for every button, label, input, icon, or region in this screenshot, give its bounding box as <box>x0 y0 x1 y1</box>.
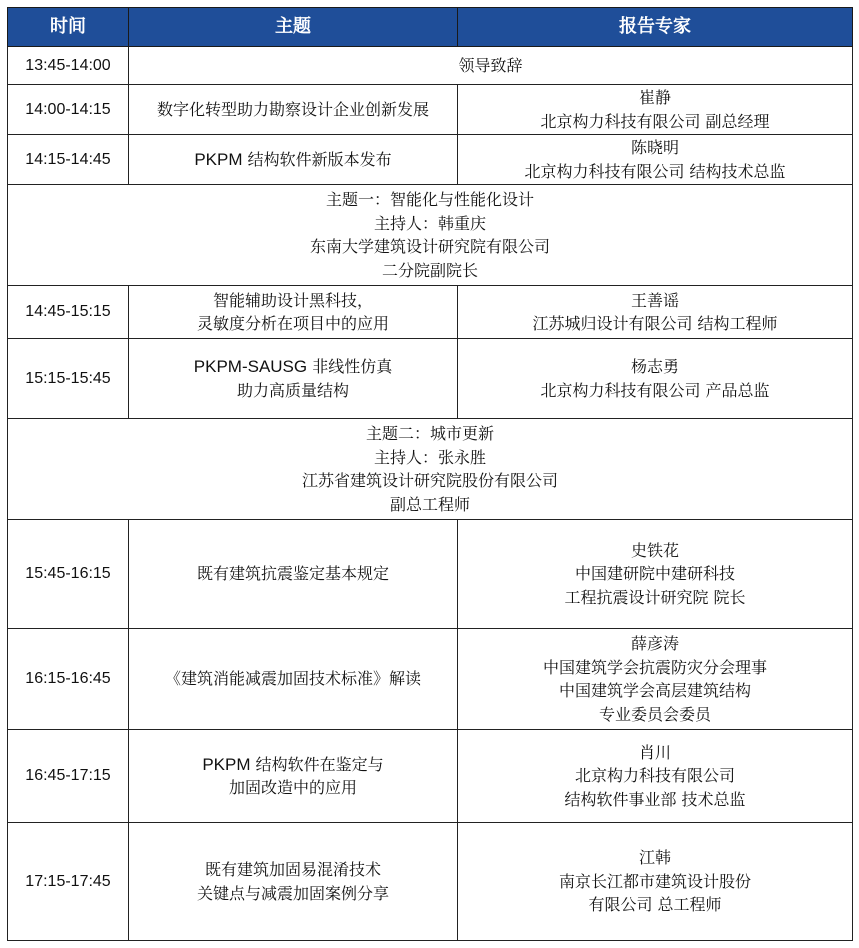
section-host-org: 东南大学建筑设计研究院有限公司 <box>309 237 550 256</box>
time-cell: 14:45-15:15 <box>8 286 129 339</box>
section-cell <box>8 419 853 520</box>
time-cell: 14:00-14:15 <box>8 85 129 135</box>
topic-cell <box>129 339 458 419</box>
time-cell: 15:45-16:15 <box>8 520 129 629</box>
section-host-org: 江苏省建筑设计研究院股份有限公司 <box>301 471 558 490</box>
speaker-name: 王善谣 <box>630 290 679 310</box>
topic-prefix: PKPM-SAUSG <box>193 357 308 376</box>
speaker-affiliation: 北京构力科技有限公司 结构技术总监 <box>524 161 786 181</box>
topic-line: 智能辅助设计黑科技， <box>212 290 373 310</box>
topic-line: 关键点与减震加固案例分享 <box>196 883 389 903</box>
merged-cell: 领导致辞 <box>129 47 853 85</box>
speaker-name: 杨志勇 <box>630 357 679 376</box>
table-row <box>8 339 853 419</box>
speaker-name: 薛彦涛 <box>630 634 679 653</box>
header-topic: 主题 <box>129 8 458 47</box>
speaker-affiliation: 南京长江都市建筑设计股份 <box>558 871 751 891</box>
speaker-affiliation: 工程抗震设计研究院 院长 <box>564 587 746 607</box>
table-row <box>8 629 853 730</box>
topic-cell <box>129 823 458 941</box>
speaker-name: 史铁花 <box>630 540 679 560</box>
header-row <box>8 8 853 47</box>
speaker-cell <box>458 629 853 730</box>
topic-line: 既有建筑抗震鉴定基本规定 <box>196 564 389 584</box>
speaker-affiliation: 江苏城归设计有限公司 结构工程师 <box>532 314 778 333</box>
speaker-cell <box>458 135 853 185</box>
topic-cell <box>129 286 458 339</box>
header-time: 时间 <box>8 8 129 47</box>
topic-line: 加固改造中的应用 <box>228 778 357 797</box>
speaker-affiliation: 有限公司 总工程师 <box>588 895 722 915</box>
section-row <box>8 419 853 520</box>
topic-cell <box>129 730 458 823</box>
topic-prefix: PKPM <box>202 754 251 774</box>
topic-cell <box>129 135 458 185</box>
speaker-affiliation: 中国建筑学会抗震防灾分会理事 <box>542 657 767 677</box>
topic-line: 助力高质量结构 <box>236 380 349 400</box>
table-row <box>8 823 853 941</box>
speaker-name: 陈晓明 <box>630 138 679 157</box>
section-title: 主题二：城市更新 <box>365 424 494 443</box>
speaker-affiliation: 北京构力科技有限公司 副总经理 <box>540 111 770 131</box>
speaker-affiliation: 结构软件事业部 技术总监 <box>564 789 746 809</box>
time-cell: 17:15-17:45 <box>8 823 129 941</box>
topic-line: 既有建筑加固易混淆技术 <box>204 860 381 879</box>
speaker-cell <box>458 520 853 629</box>
speaker-cell <box>458 286 853 339</box>
topic-cell <box>129 520 458 629</box>
topic-line: 数字化转型助力勘察设计企业创新发展 <box>156 99 429 119</box>
time-cell: 15:15-15:45 <box>8 339 129 419</box>
speaker-cell <box>458 339 853 419</box>
section-host-title: 二分院副院长 <box>381 260 478 280</box>
speaker-affiliation: 北京构力科技有限公司 产品总监 <box>540 380 770 400</box>
topic-line: 《建筑消能减震加固技术标准》解读 <box>164 669 421 689</box>
speaker-affiliation: 专业委员会委员 <box>598 704 711 724</box>
time-cell: 13:45-14:00 <box>8 47 129 85</box>
speaker-cell <box>458 823 853 941</box>
section-row <box>8 185 853 286</box>
topic-prefix: PKPM <box>194 149 243 169</box>
header-speaker: 报告专家 <box>458 8 853 47</box>
section-cell <box>8 185 853 286</box>
time-cell: 14:15-14:45 <box>8 135 129 185</box>
topic-line: 灵敏度分析在项目中的应用 <box>196 314 389 333</box>
speaker-affiliation: 北京构力科技有限公司 <box>574 766 735 786</box>
speaker-affiliation: 中国建筑学会高层建筑结构 <box>558 681 751 700</box>
speaker-cell <box>458 85 853 135</box>
topic-line: PKPM-SAUSG 非线性仿真 <box>193 357 393 376</box>
topic-line: PKPM 结构软件新版本发布 <box>194 149 392 169</box>
section-host-title: 副总工程师 <box>389 494 470 514</box>
table-row <box>8 135 853 185</box>
speaker-name: 肖川 <box>638 742 671 762</box>
section-title: 主题一：智能化与性能化设计 <box>325 190 534 209</box>
table-row <box>8 85 853 135</box>
section-host: 主持人：韩重庆 <box>373 213 486 233</box>
table-row <box>8 730 853 823</box>
speaker-affiliation: 中国建研院中建研科技 <box>574 564 735 584</box>
speaker-name: 江韩 <box>638 848 671 868</box>
table-row <box>8 47 853 85</box>
speaker-cell <box>458 730 853 823</box>
topic-cell <box>129 85 458 135</box>
time-cell: 16:45-17:15 <box>8 730 129 823</box>
topic-cell <box>129 629 458 730</box>
section-host: 主持人：张永胜 <box>373 447 486 467</box>
topic-line: PKPM 结构软件在鉴定与 <box>202 754 384 774</box>
time-cell: 16:15-16:45 <box>8 629 129 730</box>
agenda-table <box>7 7 853 941</box>
speaker-name: 崔静 <box>638 88 671 107</box>
table-row <box>8 520 853 629</box>
table-row <box>8 286 853 339</box>
